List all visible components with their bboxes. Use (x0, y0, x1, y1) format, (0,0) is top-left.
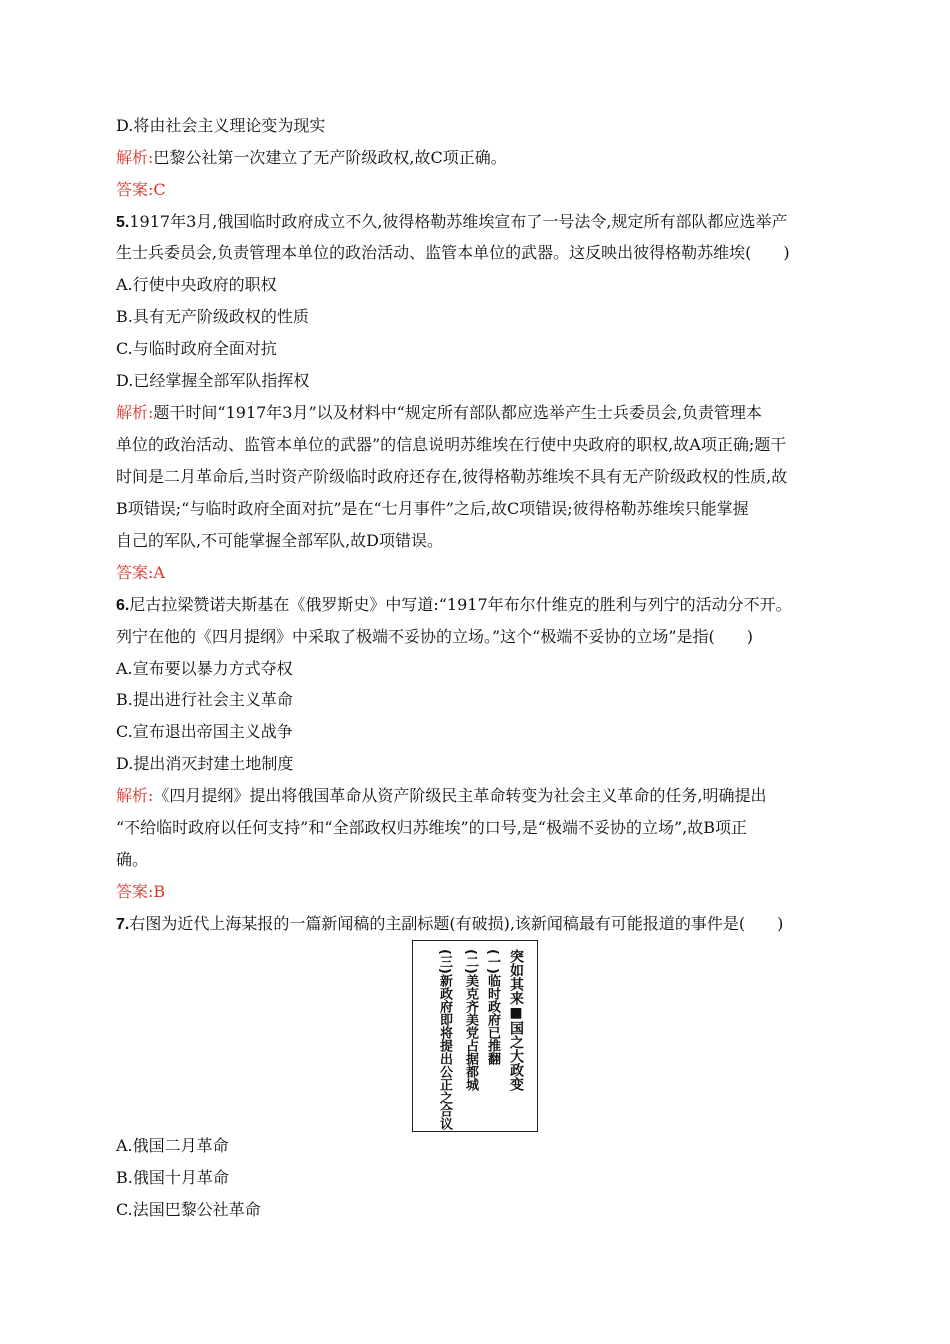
q4-analysis (116, 148, 507, 168)
stem-text: 尼古拉梁赞诺夫斯基在《俄罗斯史》中写道:“1917年布尔什维克的胜利与列宁的活动分不开。 (129, 595, 792, 614)
q5-option-c: C.与临时政府全面对抗 (116, 339, 277, 358)
q5-analysis-line4: B项错误;“与临时政府全面对抗”是在“七月事件”之后,故C项错误;彼得格勒苏维埃只能掌握 (116, 499, 749, 518)
q6-stem-line1 (116, 595, 792, 616)
q7-option-a: A.俄国二月革命 (116, 1136, 229, 1155)
question-number: 7. (116, 916, 130, 933)
headline-sub-2: (二)美克齐美党占据都城 (463, 949, 478, 1091)
headline-sub-3: (三)新政府即将提出公正之合议 (437, 949, 452, 1130)
q5-analysis-line3: 时间是二月革命后,当时资产阶级临时政府还存在,彼得格勒苏维埃不具有无产阶级政权的性质,故 (116, 467, 788, 486)
answer-label: 答案: (116, 563, 154, 582)
q5-option-a: A.行使中央政府的职权 (116, 275, 277, 294)
newspaper-headline-figure (412, 940, 538, 1132)
answer-label: 答案: (116, 882, 154, 901)
answer-value: A (153, 563, 165, 582)
q5-answer (116, 563, 165, 583)
stem-text: 1917年3月,俄国临时政府成立不久,彼得格勒苏维埃宣布了一号法令,规定所有部队都应选举产 (129, 212, 788, 231)
question-number: 6. (116, 597, 130, 614)
q5-analysis-line2: 单位的政治活动、监管本单位的武器”的信息说明苏维埃在行使中央政府的职权,故A项正确;题干 (116, 435, 787, 454)
q5-analysis-line1 (116, 403, 762, 423)
stem-text: 右图为近代上海某报的一篇新闻稿的主副标题(有破损),该新闻稿最有可能报道的事件是( ) (129, 914, 784, 933)
q6-stem-line2: 列宁在他的《四月提纲》中采取了极端不妥协的立场。”这个“极端不妥协的立场”是指( ) (116, 627, 754, 646)
answer-label: 答案: (116, 180, 154, 199)
question-number: 5. (116, 214, 130, 231)
q6-option-b: B.提出进行社会主义革命 (116, 690, 293, 709)
analysis-text: 题干时间“1917年3月”以及材料中“规定所有部队都应选举产生士兵委员会,负责管理本 (153, 403, 762, 422)
headline-sub-1: (一)临时政府已推翻 (485, 949, 500, 1065)
headline-main: 突如其来■国之大政变 (508, 949, 524, 1091)
q6-analysis-line3: 确。 (116, 850, 149, 869)
q5-stem-line2: 生士兵委员会,负责管理本单位的政治活动、监管本单位的武器。这反映出彼得格勒苏维埃( ) (116, 243, 790, 262)
analysis-text: 巴黎公社第一次建立了无产阶级政权,故C项正确。 (153, 148, 507, 167)
q6-answer (116, 882, 165, 902)
analysis-label: 解析: (116, 403, 154, 422)
q6-option-a: A.宣布要以暴力方式夺权 (116, 659, 293, 678)
answer-value: B (153, 882, 166, 901)
analysis-text: 《四月提纲》提出将俄国革命从资产阶级民主革命转变为社会主义革命的任务,明确提出 (153, 786, 767, 805)
answer-value: C (153, 180, 166, 199)
q6-analysis-line1 (116, 786, 767, 806)
q7-option-b: B.俄国十月革命 (116, 1168, 229, 1187)
q6-option-d: D.提出消灭封建土地制度 (116, 754, 294, 773)
q7-option-c: C.法国巴黎公社革命 (116, 1200, 261, 1219)
q6-analysis-line2: “不给临时政府以任何支持”和“全部政权归苏维埃”的口号,是“极端不妥协的立场”,故B项正 (116, 818, 748, 837)
analysis-label: 解析: (116, 786, 154, 805)
analysis-label: 解析: (116, 148, 154, 167)
q4-option-d: D.将由社会主义理论变为现实 (116, 116, 326, 135)
q5-stem-line1 (116, 212, 788, 233)
q4-answer (116, 180, 166, 200)
q6-option-c: C.宣布退出帝国主义战争 (116, 722, 293, 741)
q7-stem (116, 914, 783, 935)
q5-analysis-line5: 自己的军队,不可能掌握全部军队,故D项错误。 (116, 531, 444, 550)
q5-option-b: B.具有无产阶级政权的性质 (116, 307, 309, 326)
q5-option-d: D.已经掌握全部军队指挥权 (116, 371, 310, 390)
